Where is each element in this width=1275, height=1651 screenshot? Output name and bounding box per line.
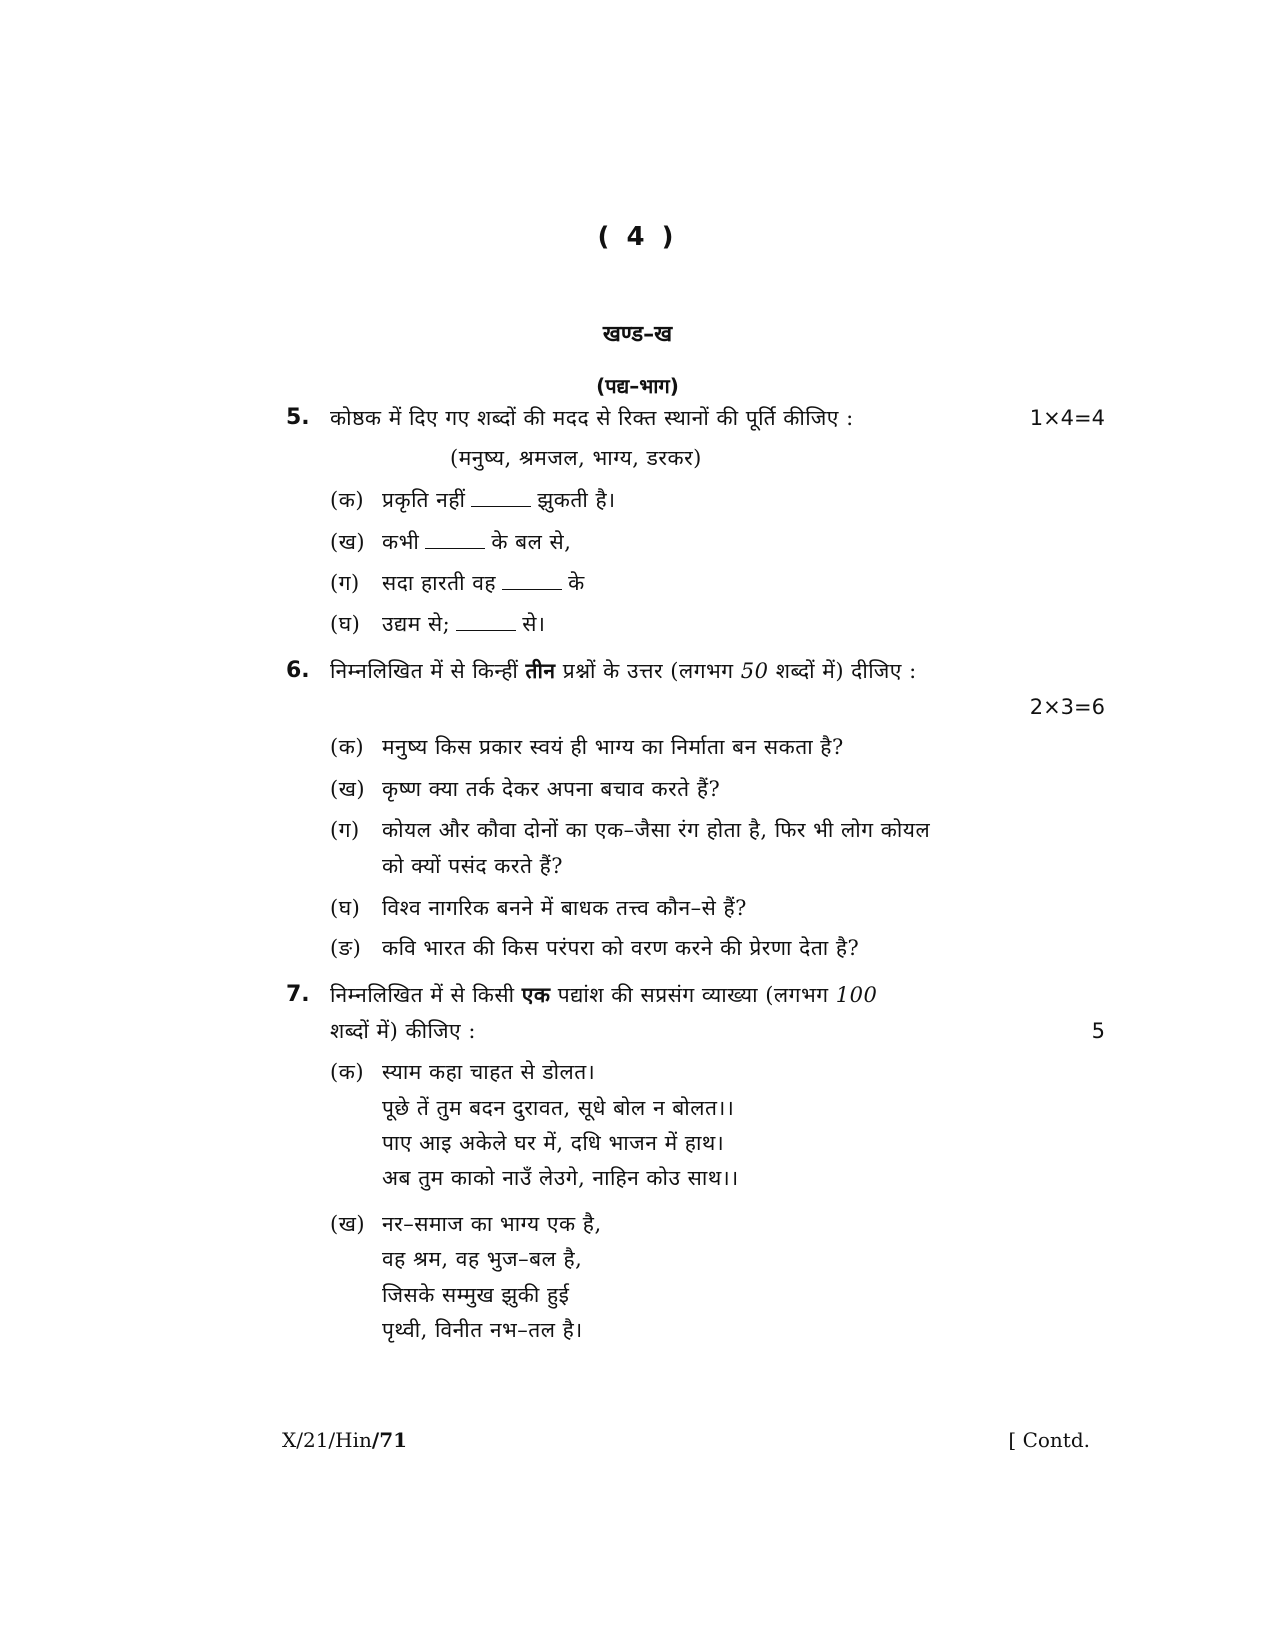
question-6-text — [330, 656, 917, 686]
question-6-item — [330, 732, 844, 762]
text: निम्नलिखित में से किसी — [330, 983, 515, 1007]
section-subtitle: (पद्य–भाग) — [596, 374, 679, 398]
item-label: (क) — [330, 488, 365, 512]
verse-text: स्याम कहा चाहत से डोलत। — [382, 1060, 596, 1084]
stanza-line: पृथ्वी, विनीत नभ–तल है। — [382, 1318, 583, 1342]
question-5-item — [330, 609, 545, 639]
question-6-item — [330, 933, 859, 963]
section-title: खण्ड–ख — [602, 322, 673, 347]
question-6-item — [330, 815, 930, 845]
page-number: ( 4 ) — [597, 222, 678, 252]
question-6-item — [330, 893, 747, 923]
question-6-marks: 2×3=6 — [1029, 695, 1105, 719]
question-5-marks: 1×4=4 — [1029, 406, 1105, 430]
item-label: (घ) — [330, 896, 361, 920]
question-7-text — [330, 980, 877, 1010]
item-text: कोयल और कौवा दोनों का एक–जैसा रंग होता है, फिर भी लोग कोयल — [382, 818, 931, 842]
item-text: सदा हारती वह — [382, 571, 497, 595]
question-7-marks: 5 — [1091, 1019, 1105, 1043]
verse-text: नर–समाज का भाग्य एक है, — [382, 1212, 602, 1236]
stanza-line: पूछे तें तुम बदन दुरावत, सूधे बोल न बोलत।। — [382, 1096, 735, 1120]
word-count: 100 — [835, 983, 878, 1007]
continued-label: [ Contd. — [1008, 1428, 1090, 1452]
paper-code-number: /71 — [371, 1428, 408, 1452]
fill-blank — [471, 488, 531, 507]
item-text: के — [568, 571, 585, 595]
item-text: मनुष्य किस प्रकार स्वयं ही भाग्य का निर्माता बन सकता है? — [382, 735, 844, 759]
emphasis: तीन — [525, 658, 556, 683]
question-7-text-line2: शब्दों में) कीजिए : — [330, 1019, 476, 1043]
item-text: कभी — [382, 530, 420, 554]
text: पद्यांश की सप्रसंग व्याख्या (लगभग — [557, 983, 829, 1007]
question-5-item — [330, 527, 571, 557]
fill-blank — [425, 530, 485, 549]
item-text: झुकती है। — [537, 488, 616, 512]
stanza-line: वह श्रम, वह भुज–बल है, — [382, 1247, 583, 1271]
item-label: (ङ) — [330, 936, 362, 960]
stanza-line: अब तुम काको नाउँ लेउगे, नाहिन कोउ साथ।। — [382, 1166, 739, 1190]
word-count: 50 — [740, 659, 769, 683]
item-text: प्रकृति नहीं — [382, 488, 466, 512]
paper-code — [282, 1428, 407, 1452]
stanza-line: जिसके सम्मुख झुकी हुई — [382, 1283, 570, 1307]
question-5-word-bank: (मनुष्य, श्रमजल, भाग्य, डरकर) — [450, 446, 702, 470]
item-label: (ख) — [330, 777, 366, 801]
item-text: विश्व नागरिक बनने में बाधक तत्त्व कौन–से हैं? — [382, 896, 747, 920]
item-label: (घ) — [330, 612, 361, 636]
item-text: कृष्ण क्या तर्क देकर अपना बचाव करते हैं? — [382, 777, 721, 801]
item-text: से। — [522, 612, 546, 636]
item-label: (ग) — [330, 818, 360, 842]
item-label: (क) — [330, 1060, 365, 1084]
fill-blank — [456, 612, 516, 631]
question-5-item — [330, 485, 616, 515]
item-label: (ख) — [330, 530, 366, 554]
item-text: के बल से, — [491, 530, 572, 554]
stanza-line — [330, 1057, 595, 1087]
item-text: उद्यम से; — [382, 612, 451, 636]
text: निम्नलिखित में से किन्हीं — [330, 659, 519, 683]
question-6-item-continuation: को क्यों पसंद करते हैं? — [382, 854, 563, 878]
text: शब्दों में) दीजिए : — [775, 659, 917, 683]
question-6-number: 6. — [286, 658, 310, 683]
text: प्रश्नों के उत्तर (लगभग — [562, 659, 734, 683]
stanza-line — [330, 1209, 602, 1239]
fill-blank — [502, 571, 562, 590]
item-label: (ख) — [330, 1212, 366, 1236]
item-text: कवि भारत की किस परंपरा को वरण करने की प्रेरणा देता है? — [382, 936, 860, 960]
question-6-item — [330, 774, 720, 804]
question-5-text: कोष्ठक में दिए गए शब्दों की मदद से रिक्त स्थानों की पूर्ति कीजिए : — [330, 406, 854, 430]
question-5-number: 5. — [286, 405, 310, 430]
emphasis: एक — [521, 982, 551, 1007]
paper-code-prefix: X/21/Hin — [282, 1428, 372, 1452]
item-label: (ग) — [330, 571, 360, 595]
question-7-number: 7. — [286, 982, 310, 1007]
stanza-line: पाए आइ अकेले घर में, दधि भाजन में हाथ। — [382, 1131, 725, 1155]
item-label: (क) — [330, 735, 365, 759]
question-5-item — [330, 568, 585, 598]
